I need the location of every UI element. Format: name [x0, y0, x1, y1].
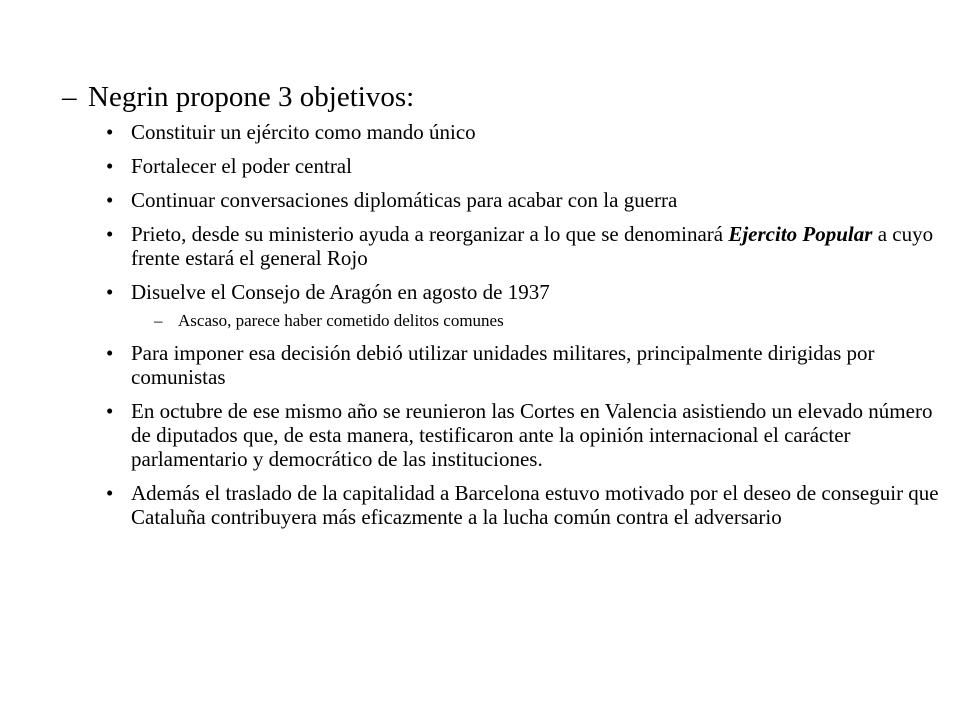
heading-dash: –	[62, 81, 77, 113]
bullet-list	[106, 120, 946, 539]
bullet-item-1	[106, 120, 946, 144]
bullet-text: Fortalecer el poder central	[131, 154, 352, 178]
heading-text: Negrin propone 3 objetivos:	[88, 81, 415, 113]
bullet-text: En octubre de ese mismo año se reunieron las Cortes en Valencia asistiendo un elevado número de diputados que, de esta manera, testificaron ante la opinión internacional el carácter parlamentario y democrático de las instituciones.	[131, 399, 933, 471]
bullet-mark: •	[106, 399, 114, 423]
bullet-text: Constituir un ejército como mando único	[131, 120, 476, 144]
bullet-text-after: a cuyo frente estará el general Rojo	[131, 222, 934, 270]
bullet-text: Para imponer esa decisión debió utilizar unidades militares, principalmente dirigidas por comunistas	[131, 341, 875, 389]
bullet-item-6	[106, 341, 946, 389]
bullet-item-7	[106, 399, 946, 471]
bullet-mark: •	[106, 280, 114, 304]
slide-heading	[62, 80, 414, 114]
bullet-mark: •	[106, 341, 114, 365]
emphasis-ejercito-popular: Ejercito Popular	[728, 222, 873, 246]
sub-bullet-dash: –	[154, 311, 163, 330]
sub-bullet-text: Ascaso, parece haber cometido delitos comunes	[178, 311, 504, 330]
bullet-mark: •	[106, 120, 114, 144]
bullet-item-2	[106, 154, 946, 178]
bullet-text: Además el traslado de la capitalidad a Barcelona estuvo motivado por el deseo de conseguir que Cataluña contribuyera más eficazmente a la lucha común contra el adversario	[131, 481, 939, 529]
bullet-mark: •	[106, 188, 114, 212]
bullet-item-4	[106, 222, 946, 270]
bullet-mark: •	[106, 154, 114, 178]
bullet-text: Disuelve el Consejo de Aragón en agosto de 1937	[131, 280, 550, 304]
bullet-text-before: Prieto, desde su ministerio ayuda a reorganizar a lo que se denominará	[131, 222, 729, 246]
bullet-text: Continuar conversaciones diplomáticas para acabar con la guerra	[131, 188, 678, 212]
sub-bullet-item	[154, 311, 946, 331]
bullet-mark: •	[106, 481, 114, 505]
bullet-mark: •	[106, 222, 114, 246]
bullet-text	[131, 222, 946, 270]
bullet-item-5	[106, 280, 946, 304]
bullet-item-8	[106, 481, 946, 529]
bullet-item-3	[106, 188, 946, 212]
